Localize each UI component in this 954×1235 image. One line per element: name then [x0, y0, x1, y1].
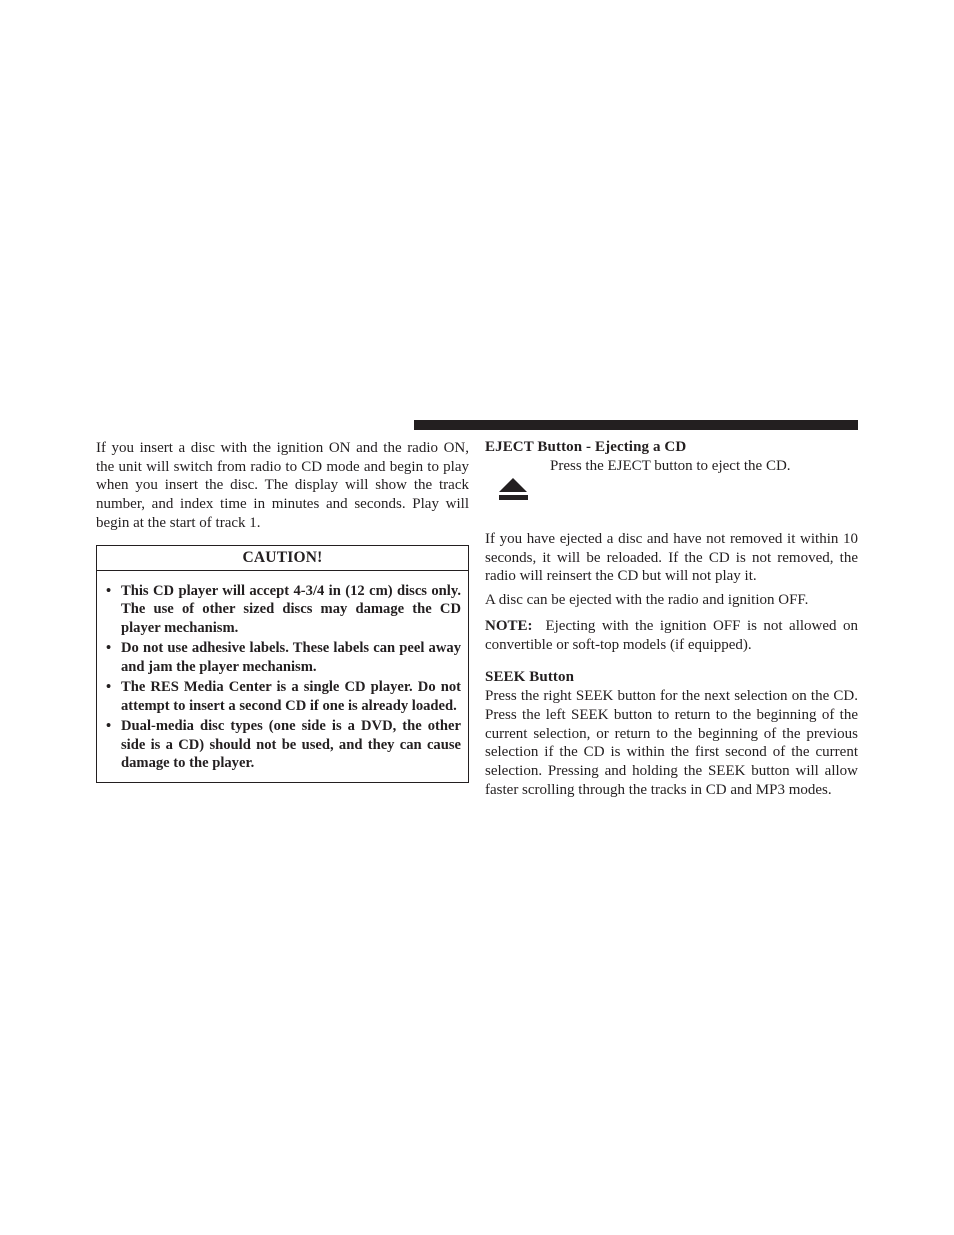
bullet-icon: •	[106, 717, 112, 734]
reload-paragraph: If you have ejected a disc and have not removed it within 10 seconds, it will be reloaded. If the CD is not removed, the radio will reinsert the CD but will not play it.	[485, 531, 858, 585]
eject-icon	[499, 478, 528, 502]
eject-row	[485, 457, 858, 530]
section-header-bar	[414, 420, 858, 430]
right-column	[485, 438, 858, 799]
bullet-icon: •	[106, 640, 112, 657]
ignition-off-paragraph: A disc can be ejected with the radio and ignition OFF.	[485, 592, 809, 609]
left-column	[96, 438, 469, 783]
bullet-icon: •	[106, 679, 112, 696]
seek-paragraph: Press the right SEEK button for the next selection on the CD. Press the left SEEK button to return to the beginning of the current selection, or return to the beginning of the previous selection if the CD is within the first second of the current selection. Pressing and holding the SEEK button will allow faster scrolling through the tracks in CD and MP3 modes.	[485, 688, 858, 798]
eject-instruction: Press the EJECT button to eject the CD.	[550, 458, 791, 474]
caution-item-text: Dual-media disc types (one side is a DVD, the other side is a CD) should not be used, and they can cause damage to the player.	[121, 717, 461, 772]
caution-box	[96, 545, 469, 783]
note-paragraph	[485, 617, 858, 654]
caution-item	[106, 678, 461, 715]
caution-list	[97, 571, 468, 782]
caution-item-text: The RES Media Center is a single CD player. Do not attempt to insert a second CD if one is already loaded.	[121, 679, 461, 714]
eject-heading: EJECT Button - Ejecting a CD	[485, 439, 687, 455]
caution-item	[106, 639, 461, 676]
bullet-icon: •	[106, 582, 112, 599]
note-text: Ejecting with the ignition OFF is not allowed on convertible or soft-top models (if equipped).	[485, 617, 858, 653]
intro-paragraph: If you insert a disc with the ignition ON and the radio ON, the unit will switch from radio to CD mode and begin to play when you insert the disc. The display will show the track number, and index time in minutes and seconds. Play will begin at the start of track 1.	[96, 440, 469, 531]
note-label: NOTE:	[485, 617, 533, 634]
caution-title: CAUTION!	[97, 546, 468, 571]
caution-item	[106, 717, 461, 773]
seek-heading: SEEK Button	[485, 669, 575, 686]
caution-item	[106, 582, 461, 638]
caution-item-text: This CD player will accept 4-3/4 in (12 cm) discs only. The use of other sized discs may damage the CD player mechanism.	[121, 582, 461, 636]
caution-item-text: Do not use adhesive labels. These labels can peel away and jam the player mechanism.	[121, 640, 461, 675]
